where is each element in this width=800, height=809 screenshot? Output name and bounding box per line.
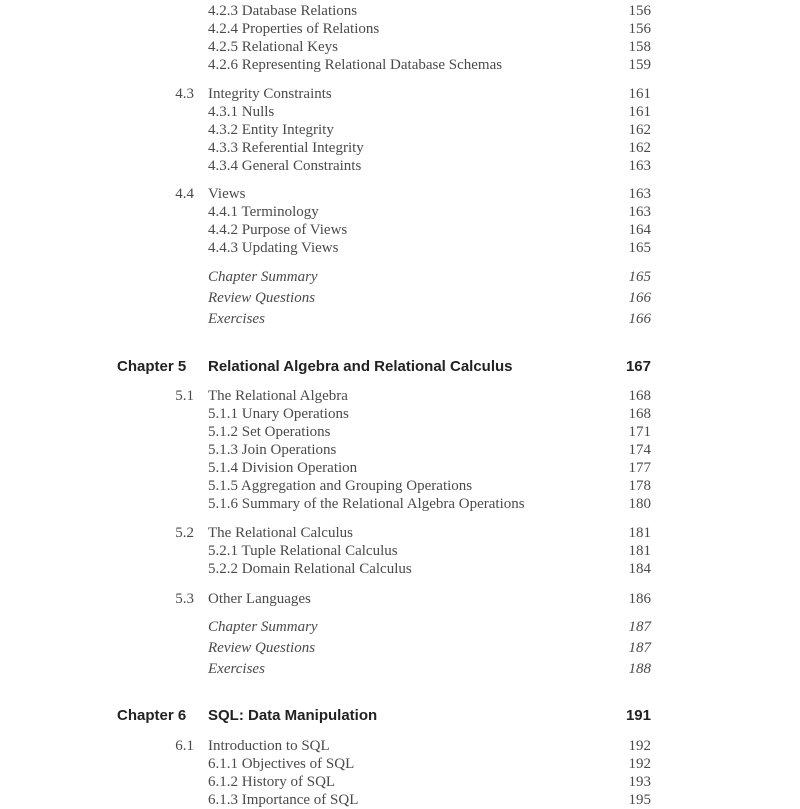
subsection-page: 158 bbox=[628, 39, 651, 55]
subsection-title: 4.2.3 Database Relations bbox=[208, 3, 358, 19]
subsection-title: 6.1.2 History of SQL bbox=[208, 774, 336, 790]
subsection-page: 156 bbox=[628, 3, 651, 19]
back-matter-title: Exercises bbox=[208, 661, 265, 677]
subsection-title: 5.1.1 Unary Operations bbox=[208, 406, 349, 422]
back-matter-title: Review Questions bbox=[208, 290, 316, 306]
subsection-page: 178 bbox=[628, 478, 651, 494]
subsection-page: 195 bbox=[628, 792, 651, 808]
subsection-page: 184 bbox=[628, 561, 651, 577]
chapter-page: 191 bbox=[625, 707, 651, 724]
subsection-page: 159 bbox=[628, 57, 651, 73]
subsection-page: 161 bbox=[628, 104, 651, 120]
subsection-page: 162 bbox=[628, 122, 651, 138]
subsection-title: 5.1.3 Join Operations bbox=[208, 442, 337, 458]
subsection-title: 6.1.1 Objectives of SQL bbox=[208, 756, 355, 772]
subsection-title: 5.1.4 Division Operation bbox=[208, 460, 358, 476]
subsection-title: 4.3.3 Referential Integrity bbox=[208, 140, 364, 156]
back-matter-page: 165 bbox=[628, 269, 651, 285]
subsection-page: 168 bbox=[628, 406, 651, 422]
subsection-page: 181 bbox=[628, 543, 651, 559]
section-title: Other Languages bbox=[208, 591, 311, 607]
subsection-page: 163 bbox=[628, 158, 651, 174]
subsection-title: 5.1.2 Set Operations bbox=[208, 424, 331, 440]
section-title: The Relational Calculus bbox=[208, 525, 353, 541]
section-number: 5.3 bbox=[175, 591, 194, 607]
subsection-page: 164 bbox=[628, 222, 651, 238]
subsection-title: 4.4.2 Purpose of Views bbox=[208, 222, 348, 238]
section-number: 4.4 bbox=[175, 186, 194, 202]
subsection-title: 5.2.2 Domain Relational Calculus bbox=[208, 561, 412, 577]
subsection-title: 5.1.6 Summary of the Relational Algebra Operations bbox=[208, 496, 525, 512]
back-matter-page: 166 bbox=[628, 311, 651, 327]
subsection-title: 4.3.4 General Constraints bbox=[208, 158, 362, 174]
chapter-title: SQL: Data Manipulation bbox=[208, 707, 378, 724]
section-page: 163 bbox=[628, 186, 651, 202]
subsection-title: 4.2.4 Properties of Relations bbox=[208, 21, 380, 37]
section-title: Integrity Constraints bbox=[208, 86, 332, 102]
subsection-page: 156 bbox=[628, 21, 651, 37]
chapter-title: Relational Algebra and Relational Calculus bbox=[208, 358, 513, 375]
subsection-title: 6.1.3 Importance of SQL bbox=[208, 792, 359, 808]
subsection-title: 4.2.6 Representing Relational Database Schemas bbox=[208, 57, 503, 73]
subsection-page: 174 bbox=[628, 442, 651, 458]
subsection-page: 165 bbox=[628, 240, 651, 256]
section-page: 192 bbox=[628, 738, 651, 754]
subsection-title: 5.1.5 Aggregation and Grouping Operations bbox=[208, 478, 473, 494]
subsection-page: 163 bbox=[628, 204, 651, 220]
subsection-title: 4.4.1 Terminology bbox=[208, 204, 319, 220]
section-title: The Relational Algebra bbox=[208, 388, 348, 404]
section-title: Views bbox=[208, 186, 246, 202]
subsection-page: 177 bbox=[628, 460, 651, 476]
back-matter-title: Chapter Summary bbox=[208, 269, 318, 285]
section-page: 181 bbox=[628, 525, 651, 541]
subsection-title: 4.4.3 Updating Views bbox=[208, 240, 339, 256]
subsection-title: 4.2.5 Relational Keys bbox=[208, 39, 338, 55]
back-matter-page: 188 bbox=[628, 661, 651, 677]
section-title: Introduction to SQL bbox=[208, 738, 330, 754]
back-matter-title: Review Questions bbox=[208, 640, 316, 656]
subsection-page: 162 bbox=[628, 140, 651, 156]
back-matter-page: 187 bbox=[628, 619, 651, 635]
chapter-page: 167 bbox=[625, 358, 651, 375]
section-number: 5.2 bbox=[175, 525, 194, 541]
back-matter-page: 166 bbox=[628, 290, 651, 306]
subsection-title: 5.2.1 Tuple Relational Calculus bbox=[208, 543, 398, 559]
subsection-page: 192 bbox=[628, 756, 651, 772]
chapter-number: Chapter 6 bbox=[117, 707, 187, 724]
subsection-title: 4.3.2 Entity Integrity bbox=[208, 122, 334, 138]
subsection-page: 180 bbox=[628, 496, 651, 512]
back-matter-title: Chapter Summary bbox=[208, 619, 318, 635]
section-number: 6.1 bbox=[175, 738, 194, 754]
section-page: 161 bbox=[628, 86, 651, 102]
back-matter-title: Exercises bbox=[208, 311, 265, 327]
section-page: 168 bbox=[628, 388, 651, 404]
chapter-number: Chapter 5 bbox=[117, 358, 187, 375]
back-matter-page: 187 bbox=[628, 640, 651, 656]
subsection-title: 4.3.1 Nulls bbox=[208, 104, 275, 120]
subsection-page: 193 bbox=[628, 774, 651, 790]
subsection-page: 171 bbox=[628, 424, 651, 440]
section-number: 4.3 bbox=[175, 86, 194, 102]
section-number: 5.1 bbox=[175, 388, 194, 404]
section-page: 186 bbox=[628, 591, 651, 607]
